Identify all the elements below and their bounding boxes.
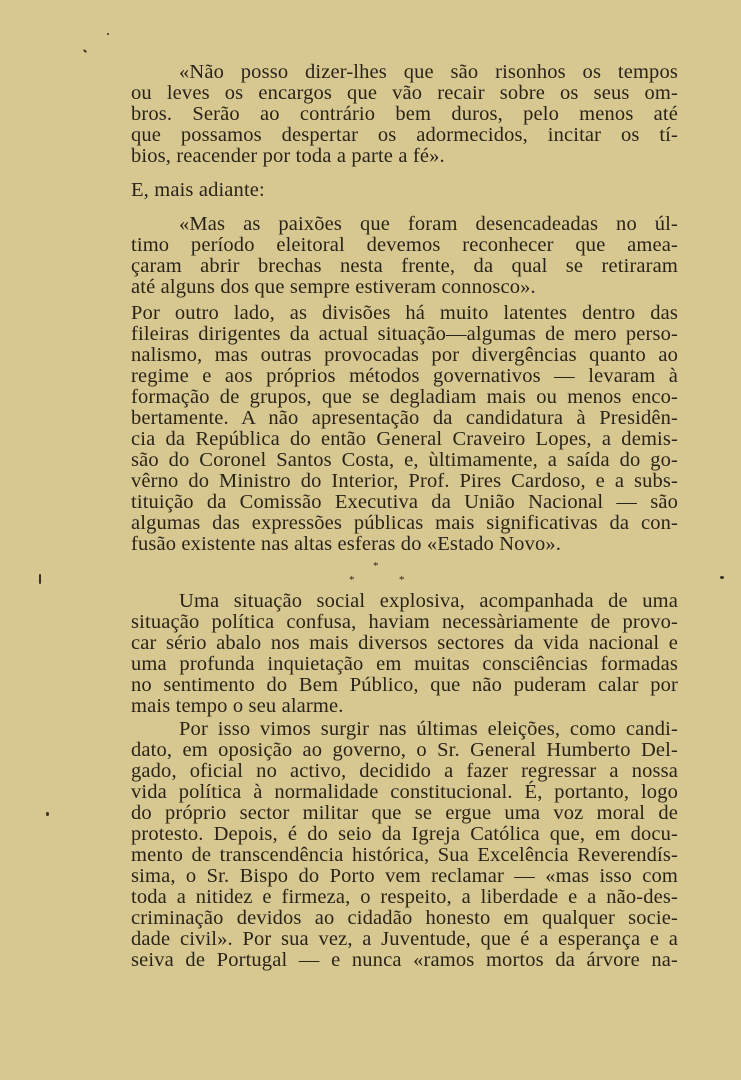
scan-speck bbox=[39, 574, 41, 584]
scan-speck bbox=[720, 576, 724, 579]
text-line: protesto. Depois, é do seio da Igreja Católica que, em docu- bbox=[131, 823, 678, 845]
text-line: dato, em oposição ao governo, o Sr. General Humberto Del- bbox=[131, 739, 678, 761]
text-line: bios, reacender por toda a parte a fé». bbox=[131, 145, 445, 167]
section-break bbox=[131, 561, 678, 591]
text-line: até alguns dos que sempre estiveram connosco». bbox=[131, 276, 536, 298]
text-line: Por outro lado, as divisões há muito latentes dentro das bbox=[131, 302, 678, 324]
text-line: bros. Serão ao contrário bem duros, pelo menos até bbox=[131, 103, 678, 125]
text-line: timo período eleitoral devemos reconhecer que amea- bbox=[131, 234, 678, 256]
asterisk: * bbox=[349, 574, 355, 586]
text-line: çaram abrir brechas nesta frente, da qual se retiraram bbox=[131, 255, 678, 277]
text-line: car sério abalo nos mais diversos sectores da vida nacional e bbox=[131, 632, 678, 654]
text-line: fileiras dirigentes da actual situação—algumas de mero perso- bbox=[131, 323, 678, 345]
paragraph-quote-2 bbox=[131, 214, 678, 298]
text-line: Uma situação social explosiva, acompanhada de uma bbox=[179, 590, 678, 612]
scan-speck bbox=[83, 49, 87, 53]
text-line: uma profunda inquietação em muitas consciências formadas bbox=[131, 653, 678, 675]
text-line: «Mas as paixões que foram desencadeadas no úl- bbox=[179, 213, 678, 235]
text-line: cia da República do então General Craveiro Lopes, a demis- bbox=[131, 428, 678, 450]
text-line: vida política à normalidade constitucional. É, portanto, logo bbox=[131, 781, 678, 803]
text-line: gado, oficial no activo, decidido a fazer regressar a nossa bbox=[131, 760, 678, 782]
paragraph-situacao bbox=[131, 591, 678, 717]
text-line: são do Coronel Santos Costa, e, ùltimamente, a saída do go- bbox=[131, 449, 678, 471]
text-line: ou leves os encargos que vão recair sobre os seus om- bbox=[131, 82, 678, 104]
text-line: Por isso vimos surgir nas últimas eleições, como candi- bbox=[179, 718, 678, 740]
text-line: mais tempo o seu alarme. bbox=[131, 695, 344, 717]
text-line: toda a nitidez e firmeza, o respeito, a liberdade e a não-des- bbox=[131, 886, 678, 908]
text-line: do próprio sector militar que se ergue uma voz moral de bbox=[131, 802, 678, 824]
text-line: algumas das expressões públicas mais significativas da con- bbox=[131, 512, 678, 534]
asterisk: * bbox=[373, 560, 379, 572]
text-line: sima, o Sr. Bispo do Porto vem reclamar — «mas isso com bbox=[131, 865, 678, 887]
text-line: criminação devidos ao cidadão honesto em qualquer socie- bbox=[131, 907, 678, 929]
text-line: seiva de Portugal — e nunca «ramos mortos da árvore na- bbox=[131, 949, 678, 971]
text-line: mento de transcendência histórica, Sua Excelência Reverendís- bbox=[131, 844, 678, 866]
text-line: dade civil». Por sua vez, a Juventude, que é a esperança e a bbox=[131, 928, 678, 950]
text-line: vêrno do Ministro do Interior, Prof. Pires Cardoso, e a subs- bbox=[131, 470, 678, 492]
text-line: bertamente. A não apresentação da candidatura à Presidên- bbox=[131, 407, 678, 429]
paragraph-eleicoes bbox=[131, 719, 678, 971]
text-line: que possamos despertar os adormecidos, incitar os tí- bbox=[131, 124, 678, 146]
paragraph-intro bbox=[131, 180, 678, 201]
text-line: formação de grupos, que se degladiam mais ou menos enco- bbox=[131, 386, 678, 408]
text-line: fusão existente nas altas esferas do «Estado Novo». bbox=[131, 533, 562, 555]
text-line: no sentimento do Bem Público, que não puderam calar por bbox=[131, 674, 678, 696]
document-page bbox=[131, 62, 678, 971]
paragraph-quote-1 bbox=[131, 62, 678, 167]
text-line: nalismo, mas outras provocadas por divergências quanto ao bbox=[131, 344, 678, 366]
text-line: tituição da Comissão Executiva da União Nacional — são bbox=[131, 491, 678, 513]
text-line: regime e aos próprios métodos governativos — levaram à bbox=[131, 365, 678, 387]
text-line: «Não posso dizer-lhes que são risonhos os tempos bbox=[179, 61, 678, 83]
paragraph-divisoes bbox=[131, 303, 678, 555]
asterisk: * bbox=[399, 574, 405, 586]
scan-speck bbox=[46, 812, 49, 816]
text-line: situação política confusa, haviam necessàriamente de provo- bbox=[131, 611, 678, 633]
text-line: E, mais adiante: bbox=[131, 179, 265, 201]
scan-speck bbox=[107, 33, 109, 35]
